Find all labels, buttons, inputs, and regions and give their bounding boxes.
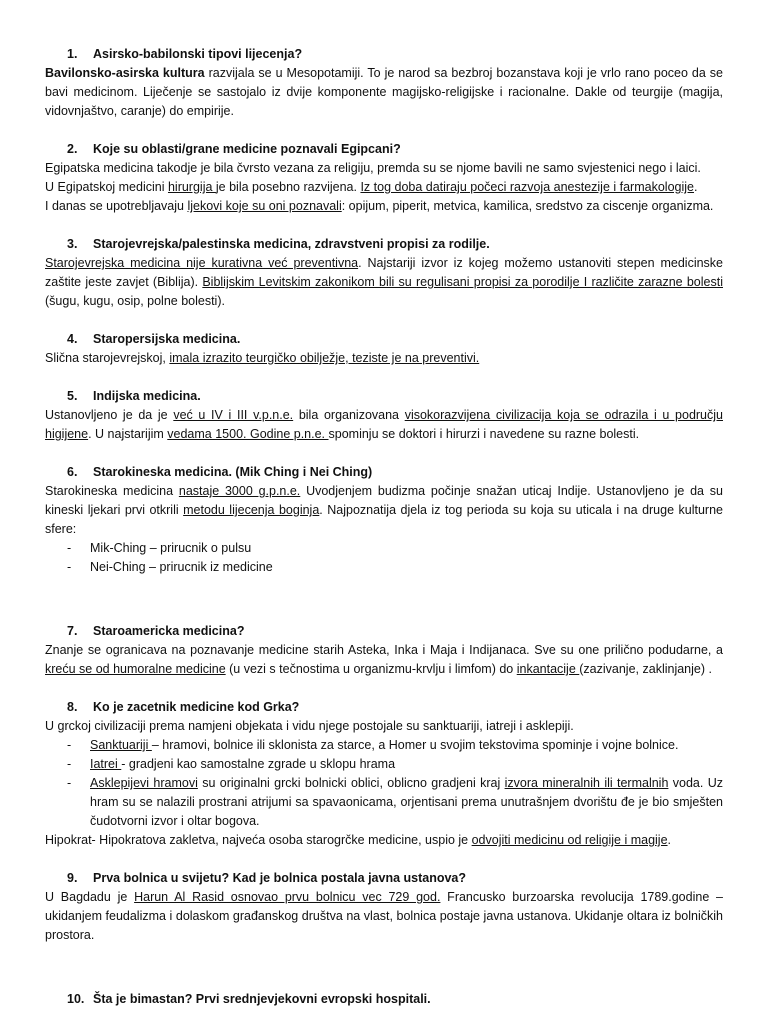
question-6-heading: 6. Starokineska medicina. (Mik Ching i Nei Ching) [67,465,373,479]
question-8-heading: 8. Ko je zacetnik medicine kod Grka? [67,700,300,714]
question-2-heading: 2. Koje su oblasti/grane medicine poznavali Egipcani? [67,142,401,156]
answer-2-line-1: Egipatska medicina takodje je bila čvrsto vezana za religiju, premda su se njome bavili ne samo svjestenici nego i laici. [45,161,701,175]
answer-8-outro: Hipokrat- Hipokratova zakletva, najveća osoba starogrčke medicine, uspio je odvojiti medicinu od religije i magije. [45,833,672,847]
answer-6: Starokineska medicina nastaje 3000 g.p.n.e. Uvodjenjem budizma počinje snažan uticaj Indije. Ustanovljeno je da su kineski ljekari prvi otkrili metodu lijecenja boginja. Najpoznatija djela iz tog perioda su koja su uticala i na druge kulturne sfere: [45,484,723,536]
list-item: - Asklepijevi hramovi su originalni grcki bolnicki oblici, oblicno gradjeni kraj izvora mineralnih ili termalnih voda. Uz hram su se nalazili prostrani atrijumi sa spavaonicama, orjentisani prema unutrašnjem dvorištu đe je bio smješten čudotvorni izvor i oltar bogova. [67,776,723,828]
answer-8-list [45,736,723,831]
answer-6-list [45,539,723,577]
question-7-heading: 7. Staroamericka medicina? [67,624,245,638]
answer-7: Znanje se ogranicava na poznavanje medicine starih Asteka, Inka i Maja i Indijanaca. Sve su one prilično podudarne, a kreću se od humoralne medicine (u vezi s tečnostima u organizmu-krvlju i limfom) do inkantacije (zazivanje, zaklinjanje) . [45,643,723,676]
question-1-heading: 1. Asirsko-babilonski tipovi lijecenja? [67,47,303,61]
answer-5: Ustanovljeno je da je već u IV i III v.p.n.e. bila organizovana visokorazvijena civilizacija koja se odrazila i u području higijene. U najstarijim vedama 1500. Godine p.n.e. spominju se doktori i hirurzi i navedene su razne bolesti. [45,408,723,441]
answer-8-intro: U grckoj civilizaciji prema namjeni objekata i vidu njege postojale su sanktuariji, iatreji i asklepiji. [45,719,574,733]
document-page [45,45,723,1009]
list-item: - Nei-Ching – prirucnik iz medicine [67,560,273,574]
answer-9: U Bagdadu je Harun Al Rasid osnovao prvu bolnicu vec 729 god. Francusko burzoarska revolucija 1789.godine – ukidanjem feudalizma i dolaskom građanskog društva na vlast, bolnica postaje javna ustanova. Ukidanje oltara iz bolničkih prostora. [45,890,723,942]
answer-3: Starojevrejska medicina nije kurativna već preventivna. Najstariji izvor iz kojeg možemo ustanoviti stepen medicinske zaštite jeste zavjet (Biblija). Biblijskim Levitskim zakonikom bili su regulisani propisi za porodilje I različite zarazne bolesti (šugu, kugu, osip, polne bolesti). [45,256,724,308]
question-9-heading: 9. Prva bolnica u svijetu? Kad je bolnica postala javna ustanova? [67,871,467,885]
list-item: - Sanktuariji – hramovi, bolnice ili sklonista za starce, a Homer u svojim tekstovima spominje i vojne bolnice. [67,738,679,752]
question-5-heading: 5. Indijska medicina. [67,389,201,403]
question-4-heading: 4. Staropersijska medicina. [67,332,241,346]
list-item: - Iatrei - gradjeni kao samostalne zgrade u sklopu hrama [67,757,396,771]
answer-2-line-3: I danas se upotrebljavaju ljekovi koje su oni poznavali: opijum, piperit, metvica, kamilica, sredstvo za ciscenje organizma. [45,199,714,213]
list-item: - Mik-Ching – prirucnik o pulsu [67,541,252,555]
answer-1: Bavilonsko-asirska kultura razvijala se u Mesopotamiji. To je narod sa bezbroj bozanstava koji je vrlo rano poceo da se bavi medicinom. Liječenje se sastojalo iz dvije komponente magijsko-religijske i racionalne. Dakle od teurgije (magija, vidovnjaštvo, caranje) do empirije. [45,66,723,118]
question-10-heading: 10. Šta je bimastan? Prvi srednjevjekovni evropski hospitali. [67,992,431,1006]
answer-4: Slična starojevrejskoj, imala izrazito teurgičko obilježje, teziste je na preventivi. [45,351,480,365]
question-3-heading: 3. Starojevrejska/palestinska medicina, zdravstveni propisi za rodilje. [67,237,490,251]
answer-2-line-2: U Egipatskoj medicini hirurgija je bila posebno razvijena. Iz tog doba datiraju počeci razvoja anestezije i farmakologije. [45,180,698,194]
